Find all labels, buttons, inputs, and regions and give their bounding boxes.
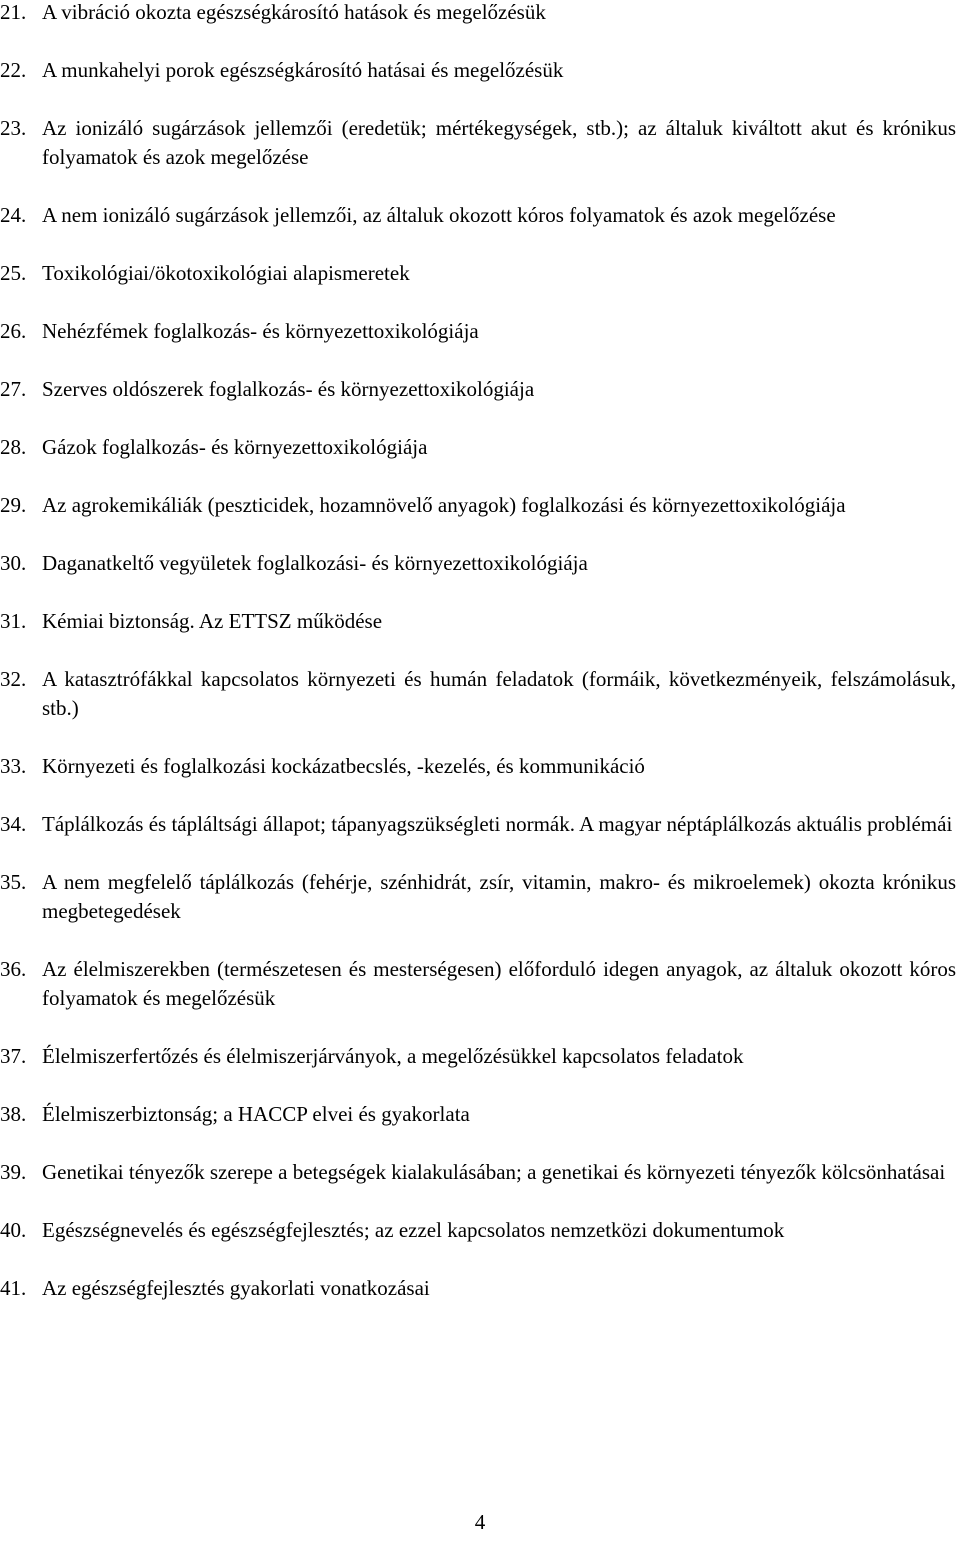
list-item bbox=[0, 1274, 956, 1303]
item-text: A munkahelyi porok egészségkárosító hatásai és megelőzésük bbox=[42, 58, 564, 82]
list-item bbox=[0, 955, 956, 1013]
item-number: 39. bbox=[0, 1160, 27, 1184]
item-number: 31. bbox=[0, 609, 27, 633]
item-text: Egészségnevelés és egészségfejlesztés; az ezzel kapcsolatos nemzetközi dokumentumok bbox=[42, 1218, 785, 1242]
list-item bbox=[0, 1100, 956, 1129]
item-number: 35. bbox=[0, 870, 27, 894]
item-text: Az egészségfejlesztés gyakorlati vonatkozásai bbox=[42, 1276, 430, 1300]
item-text: Toxikológiai/ökotoxikológiai alapismeretek bbox=[42, 261, 410, 285]
item-text: A nem ionizáló sugárzások jellemzői, az általuk okozott kóros folyamatok és azok megelőzése bbox=[42, 203, 836, 227]
item-number: 27. bbox=[0, 377, 27, 401]
list-item bbox=[0, 317, 956, 346]
item-number: 41. bbox=[0, 1276, 27, 1300]
item-number: 30. bbox=[0, 551, 27, 575]
list-item bbox=[0, 0, 956, 27]
item-number: 25. bbox=[0, 261, 27, 285]
list-item bbox=[0, 491, 956, 520]
item-text: Élelmiszerfertőzés és élelmiszerjárványok, a megelőzésükkel kapcsolatos feladatok bbox=[42, 1044, 744, 1068]
item-text: Nehézfémek foglalkozás- és környezettoxikológiája bbox=[42, 319, 479, 343]
item-number: 33. bbox=[0, 754, 27, 778]
item-number: 34. bbox=[0, 812, 27, 836]
item-number: 22. bbox=[0, 58, 27, 82]
item-number: 38. bbox=[0, 1102, 27, 1126]
item-text: A vibráció okozta egészségkárosító hatások és megelőzésük bbox=[42, 0, 546, 24]
item-number: 23. bbox=[0, 116, 27, 140]
item-text: Az ionizáló sugárzások jellemzői (eredetük; mértékegységek, stb.); az általuk kiváltott akut és krónikus folyamatok és azok megelőzése bbox=[42, 116, 956, 169]
item-text: Daganatkeltő vegyületek foglalkozási- és környezettoxikológiája bbox=[42, 551, 588, 575]
item-number: 32. bbox=[0, 667, 27, 691]
item-text: Genetikai tényezők szerepe a betegségek kialakulásában; a genetikai és környezeti tényezők kölcsönhatásai bbox=[42, 1160, 946, 1184]
list-item bbox=[0, 868, 956, 926]
list-item bbox=[0, 1042, 956, 1071]
list-item bbox=[0, 433, 956, 462]
list-item bbox=[0, 375, 956, 404]
item-number: 37. bbox=[0, 1044, 27, 1068]
item-number: 26. bbox=[0, 319, 27, 343]
item-number: 21. bbox=[0, 0, 27, 24]
item-text: A katasztrófákkal kapcsolatos környezeti és humán feladatok (formáik, következményeik, felszámolásuk, stb.) bbox=[42, 667, 956, 720]
item-text: Az élelmiszerekben (természetesen és mesterségesen) előforduló idegen anyagok, az általuk okozott kóros folyamatok és megelőzésük bbox=[42, 957, 956, 1010]
item-text: Kémiai biztonság. Az ETTSZ működése bbox=[42, 609, 383, 633]
list-item bbox=[0, 752, 956, 781]
list-item bbox=[0, 665, 956, 723]
list-item bbox=[0, 1216, 956, 1245]
item-text: Szerves oldószerek foglalkozás- és környezettoxikológiája bbox=[42, 377, 535, 401]
item-text: Táplálkozás és tápláltsági állapot; tápanyagszükségleti normák. A magyar néptáplálkozás aktuális problémái bbox=[42, 812, 953, 836]
item-text: Gázok foglalkozás- és környezettoxikológiája bbox=[42, 435, 428, 459]
list-item bbox=[0, 201, 956, 230]
list-item bbox=[0, 607, 956, 636]
item-text: Élelmiszerbiztonság; a HACCP elvei és gyakorlata bbox=[42, 1102, 470, 1126]
list-item bbox=[0, 810, 956, 839]
item-number: 40. bbox=[0, 1218, 27, 1242]
item-number: 29. bbox=[0, 493, 27, 517]
list-item bbox=[0, 56, 956, 85]
item-text: Környezeti és foglalkozási kockázatbecslés, -kezelés, és kommunikáció bbox=[42, 754, 645, 778]
list-item bbox=[0, 259, 956, 288]
list-item bbox=[0, 1158, 956, 1187]
list-item bbox=[0, 549, 956, 578]
list-item bbox=[0, 114, 956, 172]
page-number: 4 bbox=[474, 1510, 486, 1534]
item-number: 36. bbox=[0, 957, 27, 981]
item-number: 28. bbox=[0, 435, 27, 459]
item-number: 24. bbox=[0, 203, 27, 227]
item-text: Az agrokemikáliák (peszticidek, hozamnövelő anyagok) foglalkozási és környezettoxikológiája bbox=[42, 493, 846, 517]
item-text: A nem megfelelő táplálkozás (fehérje, szénhidrát, zsír, vitamin, makro- és mikroelemek) okozta krónikus megbetegedések bbox=[42, 870, 956, 923]
